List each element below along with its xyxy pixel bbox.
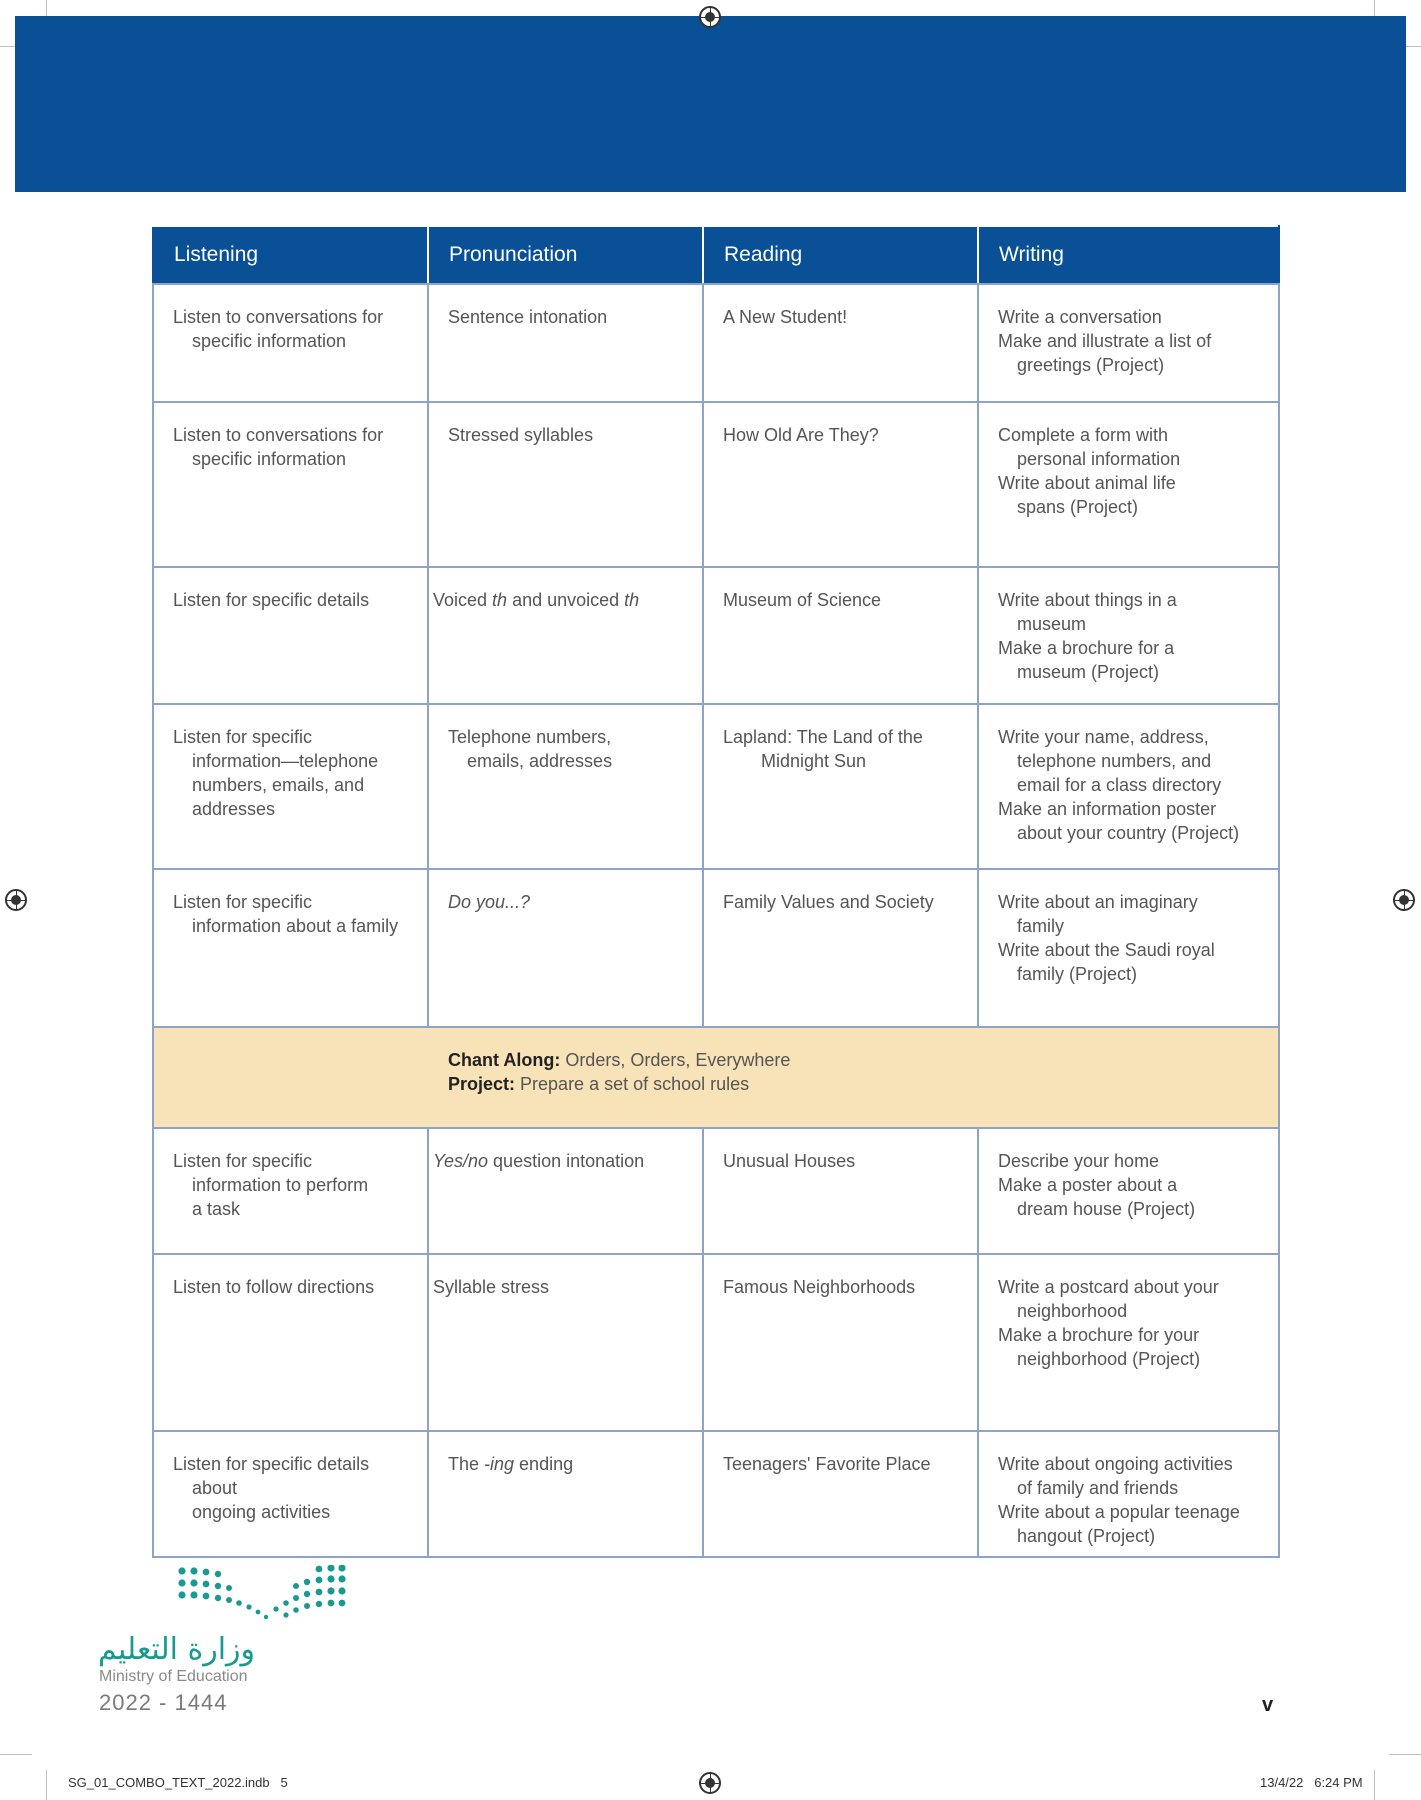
pronunciation-cell: Sentence intonation: [428, 284, 703, 402]
writing-cell: Write about an imaginary family Write about the Saudi royal family (Project): [978, 869, 1279, 1027]
header-writing: Writing: [978, 226, 1279, 284]
footer-filename: SG_01_COMBO_TEXT_2022.indb 5: [68, 1775, 288, 1790]
pronunciation-cell: Do you...?: [428, 869, 703, 1027]
registration-mark-icon: [1393, 889, 1415, 911]
table-row: [153, 704, 1279, 869]
writing-cell: Describe your home Make a poster about a dream house (Project): [978, 1128, 1279, 1254]
ministry-logo-icon: [176, 1565, 346, 1621]
reading-cell: Famous Neighborhoods: [703, 1254, 978, 1431]
table-row: [153, 1254, 1279, 1431]
page-number: v: [1262, 1694, 1274, 1716]
reading-cell: Teenagers' Favorite Place: [703, 1431, 978, 1557]
ministry-name-english: Ministry of Education: [99, 1668, 248, 1685]
reading-cell: How Old Are They?: [703, 402, 978, 567]
reading-cell: Unusual Houses: [703, 1128, 978, 1254]
registration-mark-icon: [699, 1772, 721, 1794]
project-label: Project:: [448, 1074, 516, 1094]
table-row: [153, 402, 1279, 567]
reading-cell: Lapland: The Land of the Midnight Sun: [703, 704, 978, 869]
header-pronunciation: Pronunciation: [428, 226, 703, 284]
pronunciation-cell: The -ing ending: [428, 1431, 703, 1557]
writing-cell: Write a conversation Make and illustrate a list of greetings (Project): [978, 284, 1279, 402]
header-listening: Listening: [153, 226, 428, 284]
ministry-name-arabic: وزارة التعليم: [98, 1632, 256, 1667]
writing-cell: Write about things in a museum Make a brochure for a museum (Project): [978, 567, 1279, 704]
reading-cell: Family Values and Society: [703, 869, 978, 1027]
table-header-row: [153, 226, 1279, 284]
crop-mark: [1389, 1754, 1421, 1755]
pronunciation-cell: Telephone numbers, emails, addresses: [428, 704, 703, 869]
chant-text: Orders, Orders, Everywhere: [560, 1050, 791, 1070]
listening-cell: Listen for specific information—telephone numbers, emails, and addresses: [153, 704, 428, 869]
listening-cell: Listen for specific information to perform a task: [153, 1128, 428, 1254]
listening-cell: Listen for specific details about ongoing activities: [153, 1431, 428, 1557]
listening-cell: Listen for specific details: [153, 567, 428, 704]
footer-timestamp: 13/4/22 6:24 PM: [1260, 1775, 1363, 1790]
table-row: [153, 567, 1279, 704]
table-row: [153, 284, 1279, 402]
chant-along-row: [153, 1027, 1279, 1128]
writing-cell: Write a postcard about your neighborhood Make a brochure for your neighborhood (Project): [978, 1254, 1279, 1431]
chant-along-cell: [153, 1027, 1279, 1128]
reading-cell: A New Student!: [703, 284, 978, 402]
crop-mark: [1374, 1770, 1375, 1800]
registration-mark-icon: [699, 6, 721, 28]
table-row: [153, 869, 1279, 1027]
header-reading: Reading: [703, 226, 978, 284]
listening-cell: Listen to conversations for specific information: [153, 284, 428, 402]
pronunciation-cell: Yes/no question intonation: [428, 1128, 703, 1254]
syllabus-table: [152, 225, 1280, 1558]
ministry-year: 2022 - 1444: [99, 1690, 228, 1715]
writing-cell: Write about ongoing activities of family and friends Write about a popular teenage hangout (Project): [978, 1431, 1279, 1557]
listening-cell: Listen to conversations for specific information: [153, 402, 428, 567]
pronunciation-cell: Stressed syllables: [428, 402, 703, 567]
listening-cell: Listen to follow directions: [153, 1254, 428, 1431]
listening-cell: Listen for specific information about a family: [153, 869, 428, 1027]
project-text: Prepare a set of school rules: [515, 1074, 750, 1094]
writing-cell: Write your name, address, telephone numbers, and email for a class directory Make an information poster about your country (Project): [978, 704, 1279, 869]
pronunciation-cell: Syllable stress: [428, 1254, 703, 1431]
registration-mark-icon: [5, 889, 27, 911]
table-row: [153, 1128, 1279, 1254]
crop-mark: [46, 1770, 47, 1800]
table-row: [153, 1431, 1279, 1557]
pronunciation-cell: Voiced th and unvoiced th: [428, 567, 703, 704]
crop-mark: [0, 1754, 32, 1755]
reading-cell: Museum of Science: [703, 567, 978, 704]
chant-label: Chant Along:: [448, 1050, 561, 1070]
writing-cell: Complete a form with personal information Write about animal life spans (Project): [978, 402, 1279, 567]
header-banner: [15, 16, 1406, 192]
